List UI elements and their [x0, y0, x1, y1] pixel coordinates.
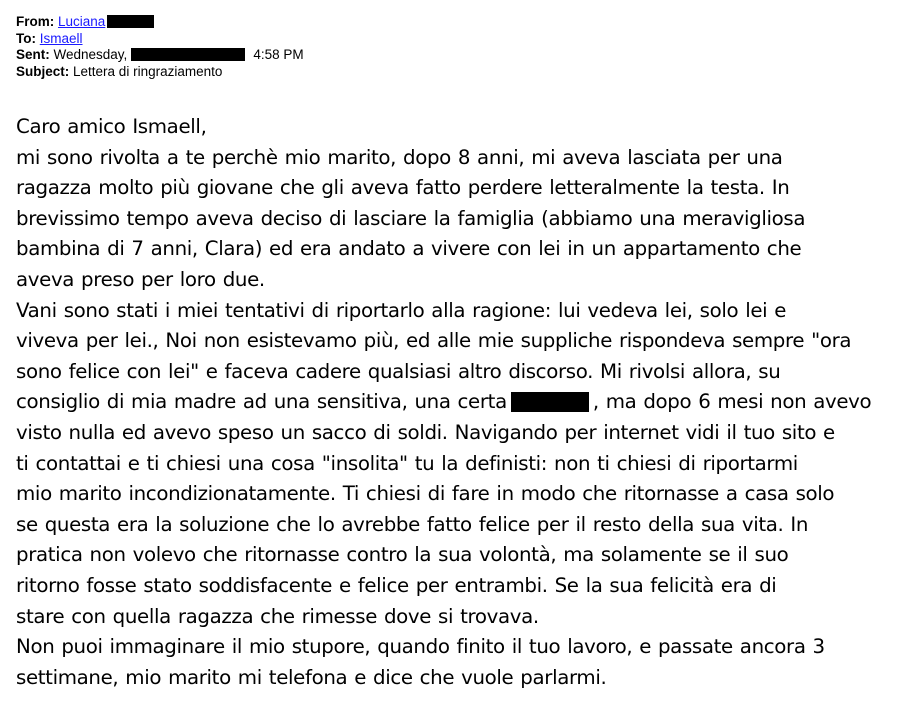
letter-line [16, 387, 906, 418]
from-row [16, 14, 304, 31]
letter-line: bambina di 7 anni, Clara) ed era andato a vivere con lei in un appartamento che [16, 237, 802, 261]
subject-row [16, 64, 304, 81]
letter-text: consiglio di mia madre ad una sensitiva, una certa [16, 390, 507, 414]
sent-label: Sent: [16, 47, 50, 62]
email-header [16, 14, 304, 80]
letter-line: se questa era la soluzione che lo avrebbe fatto felice per il resto della sua vita. In [16, 512, 809, 536]
letter-line: pratica non volevo che ritornasse contro la sua volontà, ma solamente se il suo [16, 543, 789, 567]
subject-text: Lettera di ringraziamento [73, 63, 223, 79]
letter-line: brevissimo tempo aveva deciso di lasciare la famiglia (abbiamo una meravigliosa [16, 206, 806, 230]
letter-line: Non puoi immaginare il mio stupore, quando finito il tuo lavoro, e passate ancora 3 [16, 635, 825, 659]
letter-line: Vani sono stati i miei tentativi di riportarlo alla ragione: lui vedeva lei, solo lei e [16, 298, 787, 322]
letter-line: ti contattai e ti chiesi una cosa "insolita" tu la definisti: non ti chiesi di riportarmi [16, 451, 798, 475]
subject-label: Subject: [16, 63, 70, 79]
redaction-bar [131, 48, 245, 61]
from-label: From: [16, 14, 55, 29]
letter-text: , ma dopo 6 mesi non avevo [592, 390, 872, 414]
letter-body [16, 112, 906, 693]
letter-line: mi sono rivolta a te perchè mio marito, dopo 8 anni, mi aveva lasciata per una [16, 145, 783, 169]
sent-time: 4:58 PM [253, 47, 304, 62]
letter-line: sono felice con lei" e faceva cadere qualsiasi altro discorso. Mi rivolsi allora, su [16, 359, 781, 383]
sent-row [16, 47, 304, 64]
letter-line: aveva preso per loro due. [16, 267, 265, 291]
letter-line: mio marito incondizionatamente. Ti chiesi di fare in modo che ritornasse a casa solo [16, 482, 835, 506]
from-link[interactable]: Luciana [58, 14, 106, 29]
letter-line: viveva per lei., Noi non esistevamo più, ed alle mie suppliche rispondeva sempre "ora [16, 329, 852, 353]
letter-line: visto nulla ed avevo speso un sacco di soldi. Navigando per internet vidi il tuo sito e [16, 420, 835, 444]
letter-line: Caro amico Ismaell, [16, 115, 207, 138]
to-label: To: [16, 30, 36, 46]
to-row [16, 31, 304, 48]
letter-line: ritorno fosse stato soddisfacente e felice per entrambi. Se la sua felicità era di [16, 573, 777, 597]
redaction-bar [107, 15, 154, 28]
to-link[interactable]: Ismaell [39, 30, 83, 46]
sent-day: Wednesday, [53, 47, 128, 62]
letter-line: stare con quella ragazza che rimesse dove si trovava. [16, 604, 539, 628]
letter-line: ragazza molto più giovane che gli aveva fatto perdere letteralmente la testa. In [16, 176, 790, 200]
letter-line: settimane, mio marito mi telefona e dice che vuole parlarmi. [16, 665, 607, 689]
redaction-bar [511, 392, 589, 412]
